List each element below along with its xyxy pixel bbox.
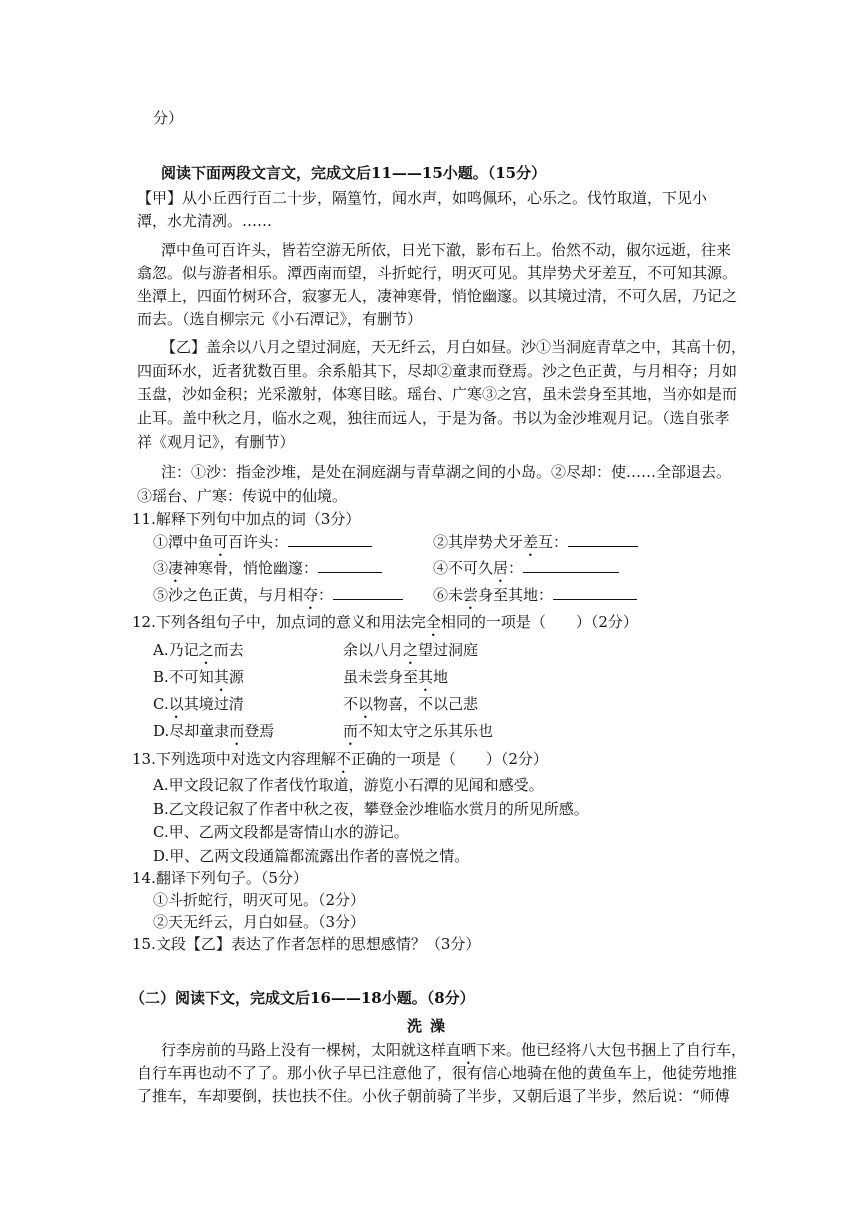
q12-option-c[interactable]: C.以其境过清 — [153, 695, 244, 713]
q11-stem: 11.解释下列句中加点的词（3分） — [132, 510, 361, 528]
q12-option-a-pair: 余以八月之望过洞庭 — [343, 641, 479, 659]
q12-stem: 12.下列各组句子中，加点词的意义和用法完全相同的一项是（ ）（2分） — [132, 613, 638, 631]
q11-item: ①潭中鱼可百许头： — [153, 532, 372, 560]
passage-line: 止耳。盖中秋之月，临水之观，独往而远人，于是为备。书以为金沙堆观月记。（选自张孝 — [137, 409, 730, 427]
passage-line: 了推车，车却要倒，扶也扶不住。小伙子朝前骑了半步，又朝后退了半步，然后说：“师傅 — [137, 1087, 730, 1105]
section1-heading: 阅读下面两段文言文，完成文后11——15小题。（15分） — [161, 164, 547, 182]
passage-line: 坐潭上，四面竹树环合，寂寥无人，凄神寒骨，悄怆幽邃。以其境过清，不可久居，乃记之 — [137, 287, 738, 305]
note-line: 注：①沙：指金沙堆，是处在洞庭湖与青草湖之间的小岛。②尽却：使……全部退去。 — [161, 463, 732, 481]
q11-item: ⑤沙之色正黄，与月相夺： — [153, 585, 403, 613]
answer-blank[interactable] — [318, 558, 382, 573]
q11-item: ④不可久居： — [433, 558, 619, 586]
q12-option-d[interactable]: D.尽却童隶而登焉 — [153, 722, 275, 740]
answer-blank[interactable] — [288, 532, 372, 547]
answer-blank[interactable] — [553, 585, 637, 600]
q11-item: ⑥未尝身至其地： — [433, 585, 637, 613]
answer-blank[interactable] — [523, 558, 619, 573]
passage-line: 【甲】从小丘西行百二十步，隔篁竹，闻水声，如鸣佩环，心乐之。伐竹取道，下见小 — [137, 189, 708, 207]
passage-line: 潭中鱼可百许头，皆若空游无所依，日光下澈，影布石上。佁然不动，俶尔远逝，往来 — [161, 241, 732, 259]
passage-line: 行李房前的马路上没有一棵树，太阳就这样直晒下来。他已经将八大包书捆上了自行车， — [161, 1041, 747, 1059]
passage-line: 【乙】盖余以八月之望过洞庭，天无纤云，月白如昼。沙①当洞庭青草之中，其高十仞， — [161, 338, 747, 356]
passage-line: 自行车再也动不了了。那小伙子早已注意他了，很有信心地骑在他的黄鱼车上，他徒劳地推 — [137, 1064, 738, 1082]
passage-line: 玉盘，沙如金积；光采激射，体寒目眩。瑶台、广寒③之宫，虽未尝身至其地，当亦如是而 — [137, 385, 738, 403]
q12-option-b-pair: 虽未尝身至其地 — [343, 668, 449, 686]
passage-line: 而去。（选自柳宗元《小石潭记》，有删节） — [137, 310, 423, 328]
q12-option-b[interactable]: B.不可知其源 — [153, 668, 244, 686]
q13-stem: 13.下列选项中对选文内容理解不正确的一项是（ ）（2分） — [132, 750, 548, 768]
q14-item: ②天无纤云，月白如昼。（3分） — [153, 913, 366, 931]
q11-item: ②其岸势犬牙差互： — [433, 532, 638, 560]
q12-option-c-pair: 不以物喜，不以己悲 — [343, 695, 479, 713]
answer-blank[interactable] — [333, 585, 403, 600]
q12-option-d-pair: 而不知太守之乐其乐也 — [343, 722, 494, 740]
q11-item: ③凄神寒骨，悄怆幽邃： — [153, 558, 382, 586]
page-fragment: 分） — [153, 109, 184, 127]
passage-line: 潭，水尤清冽。…… — [137, 212, 273, 230]
q12-option-a[interactable]: A.乃记之而去 — [153, 641, 244, 659]
passage-line: 翕忽。似与游者相乐。潭西南而望，斗折蛇行，明灭可见。其岸势犬牙差互，不可知其源。 — [137, 264, 738, 282]
q13-option-d[interactable]: D.甲、乙两文段通篇都流露出作者的喜悦之情。 — [153, 847, 470, 865]
section2-heading: （二）阅读下文，完成文后16——18小题。（8分） — [130, 989, 475, 1007]
q13-option-b[interactable]: B.乙文段记叙了作者中秋之夜，攀登金沙堆临水赏月的所见所感。 — [153, 800, 589, 818]
passage-line: 祥《观月记》，有删节） — [137, 433, 295, 451]
q13-option-c[interactable]: C.甲、乙两文段都是寄情山水的游记。 — [153, 823, 409, 841]
article-title: 洗澡 — [406, 1017, 453, 1035]
passage-line: 四面环水，近者犹数百里。余系船其下，尽却②童隶而登焉。沙之色正黄，与月相夺；月如 — [137, 362, 738, 380]
q13-option-a[interactable]: A.甲文段记叙了作者伐竹取道，游览小石潭的见闻和感受。 — [153, 776, 544, 794]
answer-blank[interactable] — [568, 532, 638, 547]
q15-stem: 15.文段【乙】表达了作者怎样的思想感情？（3分） — [132, 935, 481, 953]
q14-item: ①斗折蛇行，明灭可见。（2分） — [153, 891, 366, 909]
note-line: ③瑶台、广寒：传说中的仙境。 — [137, 487, 348, 505]
q14-stem: 14.翻译下列句子。（5分） — [132, 869, 308, 887]
